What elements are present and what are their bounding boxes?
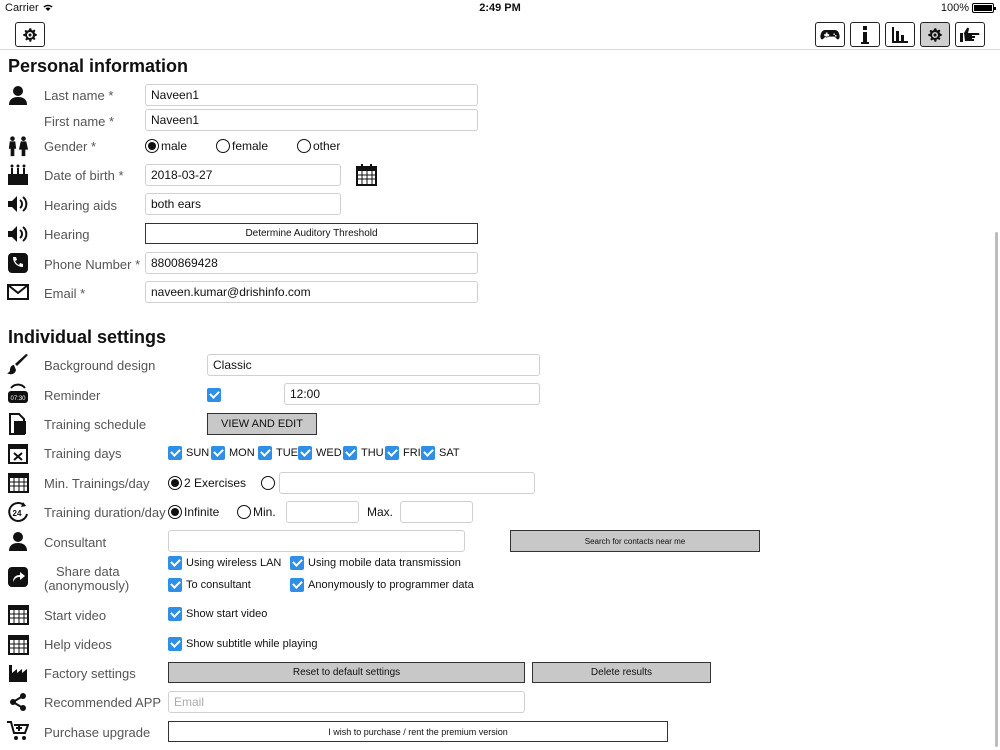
show-subtitle-checkbox[interactable]: Show subtitle while playing: [168, 637, 317, 651]
calendar-x-icon: [7, 442, 29, 464]
last-name-field[interactable]: Naveen1: [145, 84, 478, 106]
info-icon: [860, 26, 870, 44]
hearing-aids-label: Hearing aids: [44, 198, 117, 213]
phone-label: Phone Number *: [44, 257, 141, 272]
hearing-aids-field[interactable]: both ears: [145, 193, 341, 215]
calendar-grid-icon: [7, 633, 29, 655]
min-trainings-custom-radio[interactable]: [261, 476, 275, 490]
person-icon: [7, 84, 29, 106]
email-label: Email *: [44, 286, 86, 301]
consultant-label: Consultant: [44, 535, 107, 550]
day-sat-checkbox[interactable]: SAT: [421, 446, 460, 460]
factory-icon: [7, 662, 29, 684]
share-programmer-checkbox[interactable]: Anonymously to programmer data: [290, 578, 474, 592]
view-and-edit-button[interactable]: VIEW AND EDIT: [207, 413, 317, 435]
status-bar: [0, 0, 1000, 16]
individual-settings-heading: Individual settings: [8, 327, 167, 347]
dob-field[interactable]: 2018-03-27: [145, 164, 341, 186]
day-tue-checkbox[interactable]: TUE: [258, 446, 298, 460]
background-design-field[interactable]: Classic: [207, 354, 540, 376]
help-videos-label: Help videos: [44, 637, 112, 652]
gender-icon: [7, 135, 29, 157]
show-start-video-checkbox[interactable]: Show start video: [168, 607, 267, 621]
day-mon-checkbox[interactable]: MON: [211, 446, 255, 460]
recommend-email-field[interactable]: Email: [168, 691, 525, 713]
share-mobile-checkbox[interactable]: Using mobile data transmission: [290, 556, 461, 570]
start-video-label: Start video: [44, 608, 107, 623]
delete-results-button[interactable]: Delete results: [532, 662, 711, 683]
person-icon: [7, 530, 29, 552]
phone-icon: [7, 252, 29, 274]
duration-max-field[interactable]: [400, 501, 473, 523]
bar-chart-icon: [891, 26, 909, 44]
battery-indicator: 100%: [941, 2, 994, 14]
search-contacts-button[interactable]: Search for contacts near me: [510, 530, 760, 552]
share-wlan-checkbox[interactable]: Using wireless LAN: [168, 556, 281, 570]
duration-min-field[interactable]: [286, 501, 359, 523]
speaker-icon: [7, 193, 29, 215]
top-toolbar: [0, 18, 1000, 50]
calendar-grid-icon: [7, 603, 29, 625]
training-days-label: Training days: [44, 446, 122, 461]
reset-defaults-button[interactable]: Reset to default settings: [168, 662, 525, 683]
gender-label: Gender *: [44, 139, 97, 154]
share-nodes-icon: [7, 691, 29, 713]
alarm-clock-icon: [7, 383, 29, 405]
training-duration-label: Training duration/day: [44, 505, 166, 520]
svg-text:07:30: 07:30: [10, 396, 26, 402]
purchase-premium-button[interactable]: I wish to purchase / rent the premium version: [168, 721, 668, 742]
settings-icon: [926, 26, 944, 44]
pointing-hand-icon: [960, 27, 980, 43]
gender-male-radio[interactable]: male: [145, 139, 187, 153]
info-button[interactable]: [850, 22, 880, 47]
determine-threshold-button[interactable]: Determine Auditory Threshold: [145, 223, 478, 244]
day-sun-checkbox[interactable]: SUN: [168, 446, 209, 460]
hearing-label: Hearing: [44, 227, 90, 242]
timer-24h-icon: [7, 501, 29, 523]
envelope-icon: [7, 281, 29, 303]
first-name-label: First name *: [44, 114, 115, 129]
share-data-sublabel: (anonymously): [44, 578, 130, 593]
duration-max-label: Max.: [367, 505, 394, 519]
email-field[interactable]: naveen.kumar@drishinfo.com: [145, 281, 478, 303]
share-icon: [7, 566, 29, 588]
gamepad-icon: [820, 28, 840, 42]
statistics-button[interactable]: [885, 22, 915, 47]
min-trainings-label: Min. Trainings/day: [44, 476, 150, 491]
day-fri-checkbox[interactable]: FRI: [385, 446, 421, 460]
recommended-app-label: Recommended APP: [44, 695, 162, 710]
gender-other-radio[interactable]: other: [297, 139, 340, 153]
speaker-icon: [7, 223, 29, 245]
last-name-label: Last name *: [44, 88, 114, 103]
min-trainings-option-radio[interactable]: 2 Exercises: [168, 476, 246, 490]
games-button[interactable]: [815, 22, 845, 47]
svg-text:24: 24: [12, 509, 22, 518]
reminder-label: Reminder: [44, 388, 101, 403]
carrier-label: Carrier: [5, 2, 54, 14]
reminder-checkbox[interactable]: [207, 388, 221, 402]
purchase-upgrade-label: Purchase upgrade: [44, 725, 151, 740]
scrollbar[interactable]: [995, 232, 998, 747]
shopping-cart-icon: [7, 720, 29, 742]
consultant-field[interactable]: [168, 530, 465, 552]
calendar-grid-icon: [7, 471, 29, 493]
factory-settings-label: Factory settings: [44, 666, 136, 681]
min-trainings-custom-field[interactable]: [279, 472, 535, 494]
calendar-icon[interactable]: [356, 164, 377, 191]
dob-label: Date of birth *: [44, 168, 124, 183]
share-consultant-checkbox[interactable]: To consultant: [168, 578, 251, 592]
reminder-time-field[interactable]: 12:00: [284, 383, 540, 405]
paintbrush-icon: [7, 354, 29, 376]
background-design-label: Background design: [44, 358, 156, 373]
clock: 2:49 PM: [479, 2, 521, 14]
duration-infinite-radio[interactable]: Infinite: [168, 505, 219, 519]
day-thu-checkbox[interactable]: THU: [343, 446, 384, 460]
gear-icon: [21, 26, 39, 44]
gender-female-radio[interactable]: female: [216, 139, 268, 153]
first-name-field[interactable]: Naveen1: [145, 109, 478, 131]
birthday-cake-icon: [7, 164, 29, 186]
day-wed-checkbox[interactable]: WED: [298, 446, 342, 460]
share-data-label: Share data: [56, 564, 120, 579]
settings-gear-button[interactable]: [15, 22, 45, 47]
battery-icon: [972, 3, 994, 13]
duration-min-radio[interactable]: Min.: [237, 505, 276, 519]
settings-tab-button[interactable]: [920, 22, 950, 47]
document-icon: [7, 413, 29, 435]
pointer-button[interactable]: [955, 22, 985, 47]
training-schedule-label: Training schedule: [44, 417, 147, 432]
personal-info-heading: Personal information: [8, 56, 189, 76]
phone-field[interactable]: 8800869428: [145, 252, 478, 274]
